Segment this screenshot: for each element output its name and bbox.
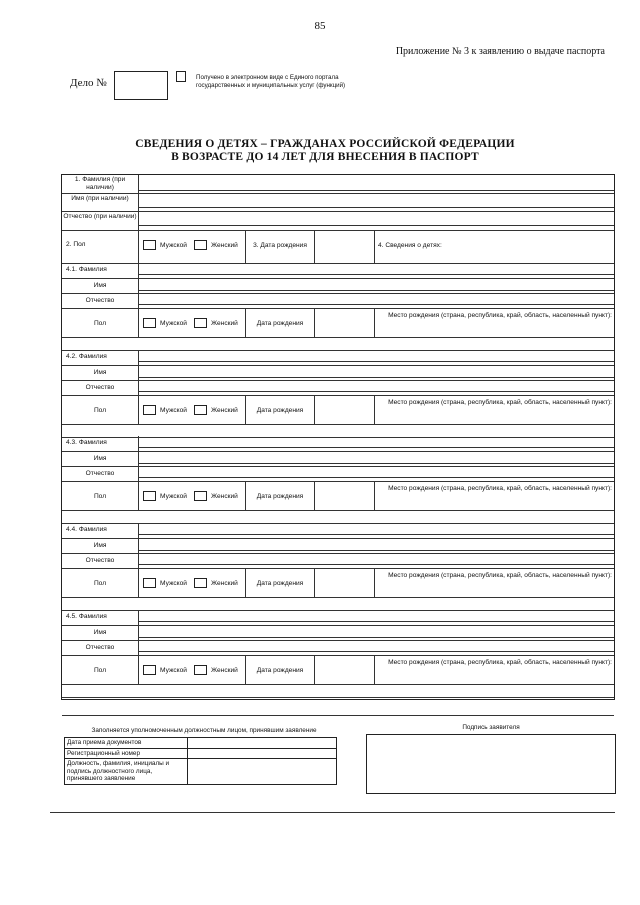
child-1-name-field[interactable]: [138, 290, 614, 291]
applicant-male-checkbox[interactable]: [143, 240, 156, 250]
applicant-birth-date-field[interactable]: [374, 230, 375, 263]
child-2-surname-field[interactable]: [138, 361, 614, 362]
applicant-name-field[interactable]: [138, 207, 614, 208]
form-title: [60, 138, 590, 164]
child-2-male-checkbox[interactable]: [143, 405, 156, 415]
office-use-table: [64, 737, 337, 785]
page-number: 85: [314, 20, 326, 32]
child-1-patronymic-field[interactable]: [138, 304, 614, 305]
date-received-label: Дата приема документов: [65, 738, 188, 749]
child-3-male-checkbox[interactable]: [143, 491, 156, 501]
child-1-birth-place-label: Место рождения (страна, республика, край, область, населенный пункт):: [388, 312, 612, 319]
child-3-female-checkbox[interactable]: [194, 491, 207, 501]
child-5-surname-label: 4.5. Фамилия: [66, 613, 107, 620]
child-1-female-checkbox[interactable]: [194, 318, 207, 328]
child-4-name-field[interactable]: [138, 550, 614, 551]
child-3-birth-date-label: Дата рождения: [256, 493, 304, 500]
child-5-male-checkbox[interactable]: [143, 665, 156, 675]
child-5-birth-place-field[interactable]: [62, 684, 614, 685]
child-2-birth-date-label: Дата рождения: [256, 407, 304, 414]
child-5-sex-label: Пол: [93, 667, 107, 674]
applicant-surname-field[interactable]: [138, 190, 614, 191]
child-3-patronymic-label: Отчество: [85, 470, 115, 477]
child-3-surname-field[interactable]: [138, 447, 614, 448]
child-1-birth-place-field[interactable]: [62, 337, 614, 338]
children-form: [61, 174, 615, 700]
child-2-birth-date-field[interactable]: [374, 395, 375, 424]
child-2-male-label: Мужской: [160, 407, 187, 414]
child-4-birth-date-label: Дата рождения: [256, 580, 304, 587]
child-5-female-checkbox[interactable]: [194, 665, 207, 675]
portal-checkbox[interactable]: [176, 71, 186, 82]
child-1-surname-field[interactable]: [138, 274, 614, 275]
applicant-male-label: Мужской: [160, 242, 187, 249]
child-5-surname-field[interactable]: [138, 621, 614, 622]
child-5-birth-date-label: Дата рождения: [256, 667, 304, 674]
date-received-field[interactable]: [188, 738, 337, 749]
child-5-female-label: Женский: [211, 667, 238, 674]
child-1-sex-label: Пол: [93, 320, 107, 327]
child-4-surname-field[interactable]: [138, 534, 614, 535]
applicant-patronymic-field[interactable]: [138, 225, 614, 226]
child-4-male-checkbox[interactable]: [143, 578, 156, 588]
child-4-birth-place-label: Место рождения (страна, республика, край, область, населенный пункт):: [388, 572, 612, 579]
portal-note: Получено в электронном виде с Единого портала государственных и муниципальных услуг (функций): [196, 74, 346, 89]
child-3-name-field[interactable]: [138, 463, 614, 464]
child-1-male-label: Мужской: [160, 320, 187, 327]
signature-field[interactable]: [366, 734, 616, 794]
child-5-male-label: Мужской: [160, 667, 187, 674]
child-2-name-label: Имя: [93, 369, 107, 376]
child-3-sex-label: Пол: [93, 493, 107, 500]
form-title-line2: В ВОЗРАСТЕ ДО 14 ЛЕТ ДЛЯ ВНЕСЕНИЯ В ПАСПОРТ: [171, 151, 479, 163]
bottom-rule: [50, 812, 615, 813]
child-3-female-label: Женский: [211, 493, 238, 500]
child-5-name-label: Имя: [93, 629, 107, 636]
applicant-female-checkbox[interactable]: [194, 240, 207, 250]
child-4-birth-date-field[interactable]: [374, 568, 375, 597]
child-3-birth-place-label: Место рождения (страна, республика, край, область, населенный пункт):: [388, 485, 612, 492]
child-4-female-checkbox[interactable]: [194, 578, 207, 588]
child-5-birth-date-field[interactable]: [374, 655, 375, 684]
child-1-birth-date-field[interactable]: [374, 308, 375, 337]
child-4-female-label: Женский: [211, 580, 238, 587]
applicant-sex-label: 2. Пол: [66, 241, 86, 248]
child-5-birth-place-label: Место рождения (страна, республика, край, область, населенный пункт):: [388, 659, 612, 666]
office-use-note: Заполняется уполномоченным должностным лицом, принявшим заявление: [91, 727, 317, 734]
applicant-birth-date-label: 3. Дата рождения: [253, 242, 307, 249]
child-2-female-checkbox[interactable]: [194, 405, 207, 415]
signature-label: Подпись заявителя: [462, 724, 520, 731]
applicant-female-label: Женский: [211, 242, 238, 249]
child-1-female-label: Женский: [211, 320, 238, 327]
child-4-surname-label: 4.4. Фамилия: [66, 526, 107, 533]
applicant-patronymic-label: Отчество (при наличии): [63, 213, 137, 220]
child-2-birth-place-label: Место рождения (страна, республика, край, область, населенный пункт):: [388, 399, 612, 406]
official-field[interactable]: [188, 759, 337, 785]
child-3-male-label: Мужской: [160, 493, 187, 500]
child-1-birth-date-label: Дата рождения: [256, 320, 304, 327]
reg-number-label: Регистрационный номер: [65, 748, 188, 759]
child-5-patronymic-label: Отчество: [85, 644, 115, 651]
child-3-patronymic-field[interactable]: [138, 477, 614, 478]
case-number-label: Дело №: [70, 77, 107, 89]
reg-number-field[interactable]: [188, 748, 337, 759]
child-2-patronymic-field[interactable]: [138, 391, 614, 392]
case-number-field[interactable]: [114, 71, 168, 100]
child-4-patronymic-label: Отчество: [85, 557, 115, 564]
child-2-surname-label: 4.2. Фамилия: [66, 353, 107, 360]
child-4-patronymic-field[interactable]: [138, 564, 614, 565]
child-4-birth-place-field[interactable]: [62, 597, 614, 598]
child-2-patronymic-label: Отчество: [85, 384, 115, 391]
child-1-name-label: Имя: [93, 282, 107, 289]
child-4-male-label: Мужской: [160, 580, 187, 587]
official-label: Должность, фамилия, инициалы и подпись должностного лица, принявшего заявление: [65, 759, 188, 785]
child-3-birth-place-field[interactable]: [62, 510, 614, 511]
child-2-female-label: Женский: [211, 407, 238, 414]
child-5-name-field[interactable]: [138, 637, 614, 638]
applicant-name-label: Имя (при наличии): [71, 195, 129, 202]
child-1-surname-label: 4.1. Фамилия: [66, 266, 107, 273]
child-4-sex-label: Пол: [93, 580, 107, 587]
child-3-name-label: Имя: [93, 455, 107, 462]
appendix-note: Приложение № 3 к заявлению о выдаче паспорта: [395, 46, 605, 57]
children-info-label: 4. Сведения о детях:: [378, 242, 442, 249]
child-2-sex-label: Пол: [93, 407, 107, 414]
child-3-surname-label: 4.3. Фамилия: [66, 439, 107, 446]
child-1-male-checkbox[interactable]: [143, 318, 156, 328]
child-1-patronymic-label: Отчество: [85, 297, 115, 304]
child-3-birth-date-field[interactable]: [374, 481, 375, 510]
child-4-name-label: Имя: [93, 542, 107, 549]
form-title-line1: СВЕДЕНИЯ О ДЕТЯХ – ГРАЖДАНАХ РОССИЙСКОЙ ФЕДЕРАЦИИ: [135, 138, 515, 150]
child-2-name-field[interactable]: [138, 377, 614, 378]
applicant-surname-label: 1. Фамилия (при наличии): [74, 176, 126, 191]
child-5-patronymic-field[interactable]: [138, 651, 614, 652]
child-2-birth-place-field[interactable]: [62, 424, 614, 425]
